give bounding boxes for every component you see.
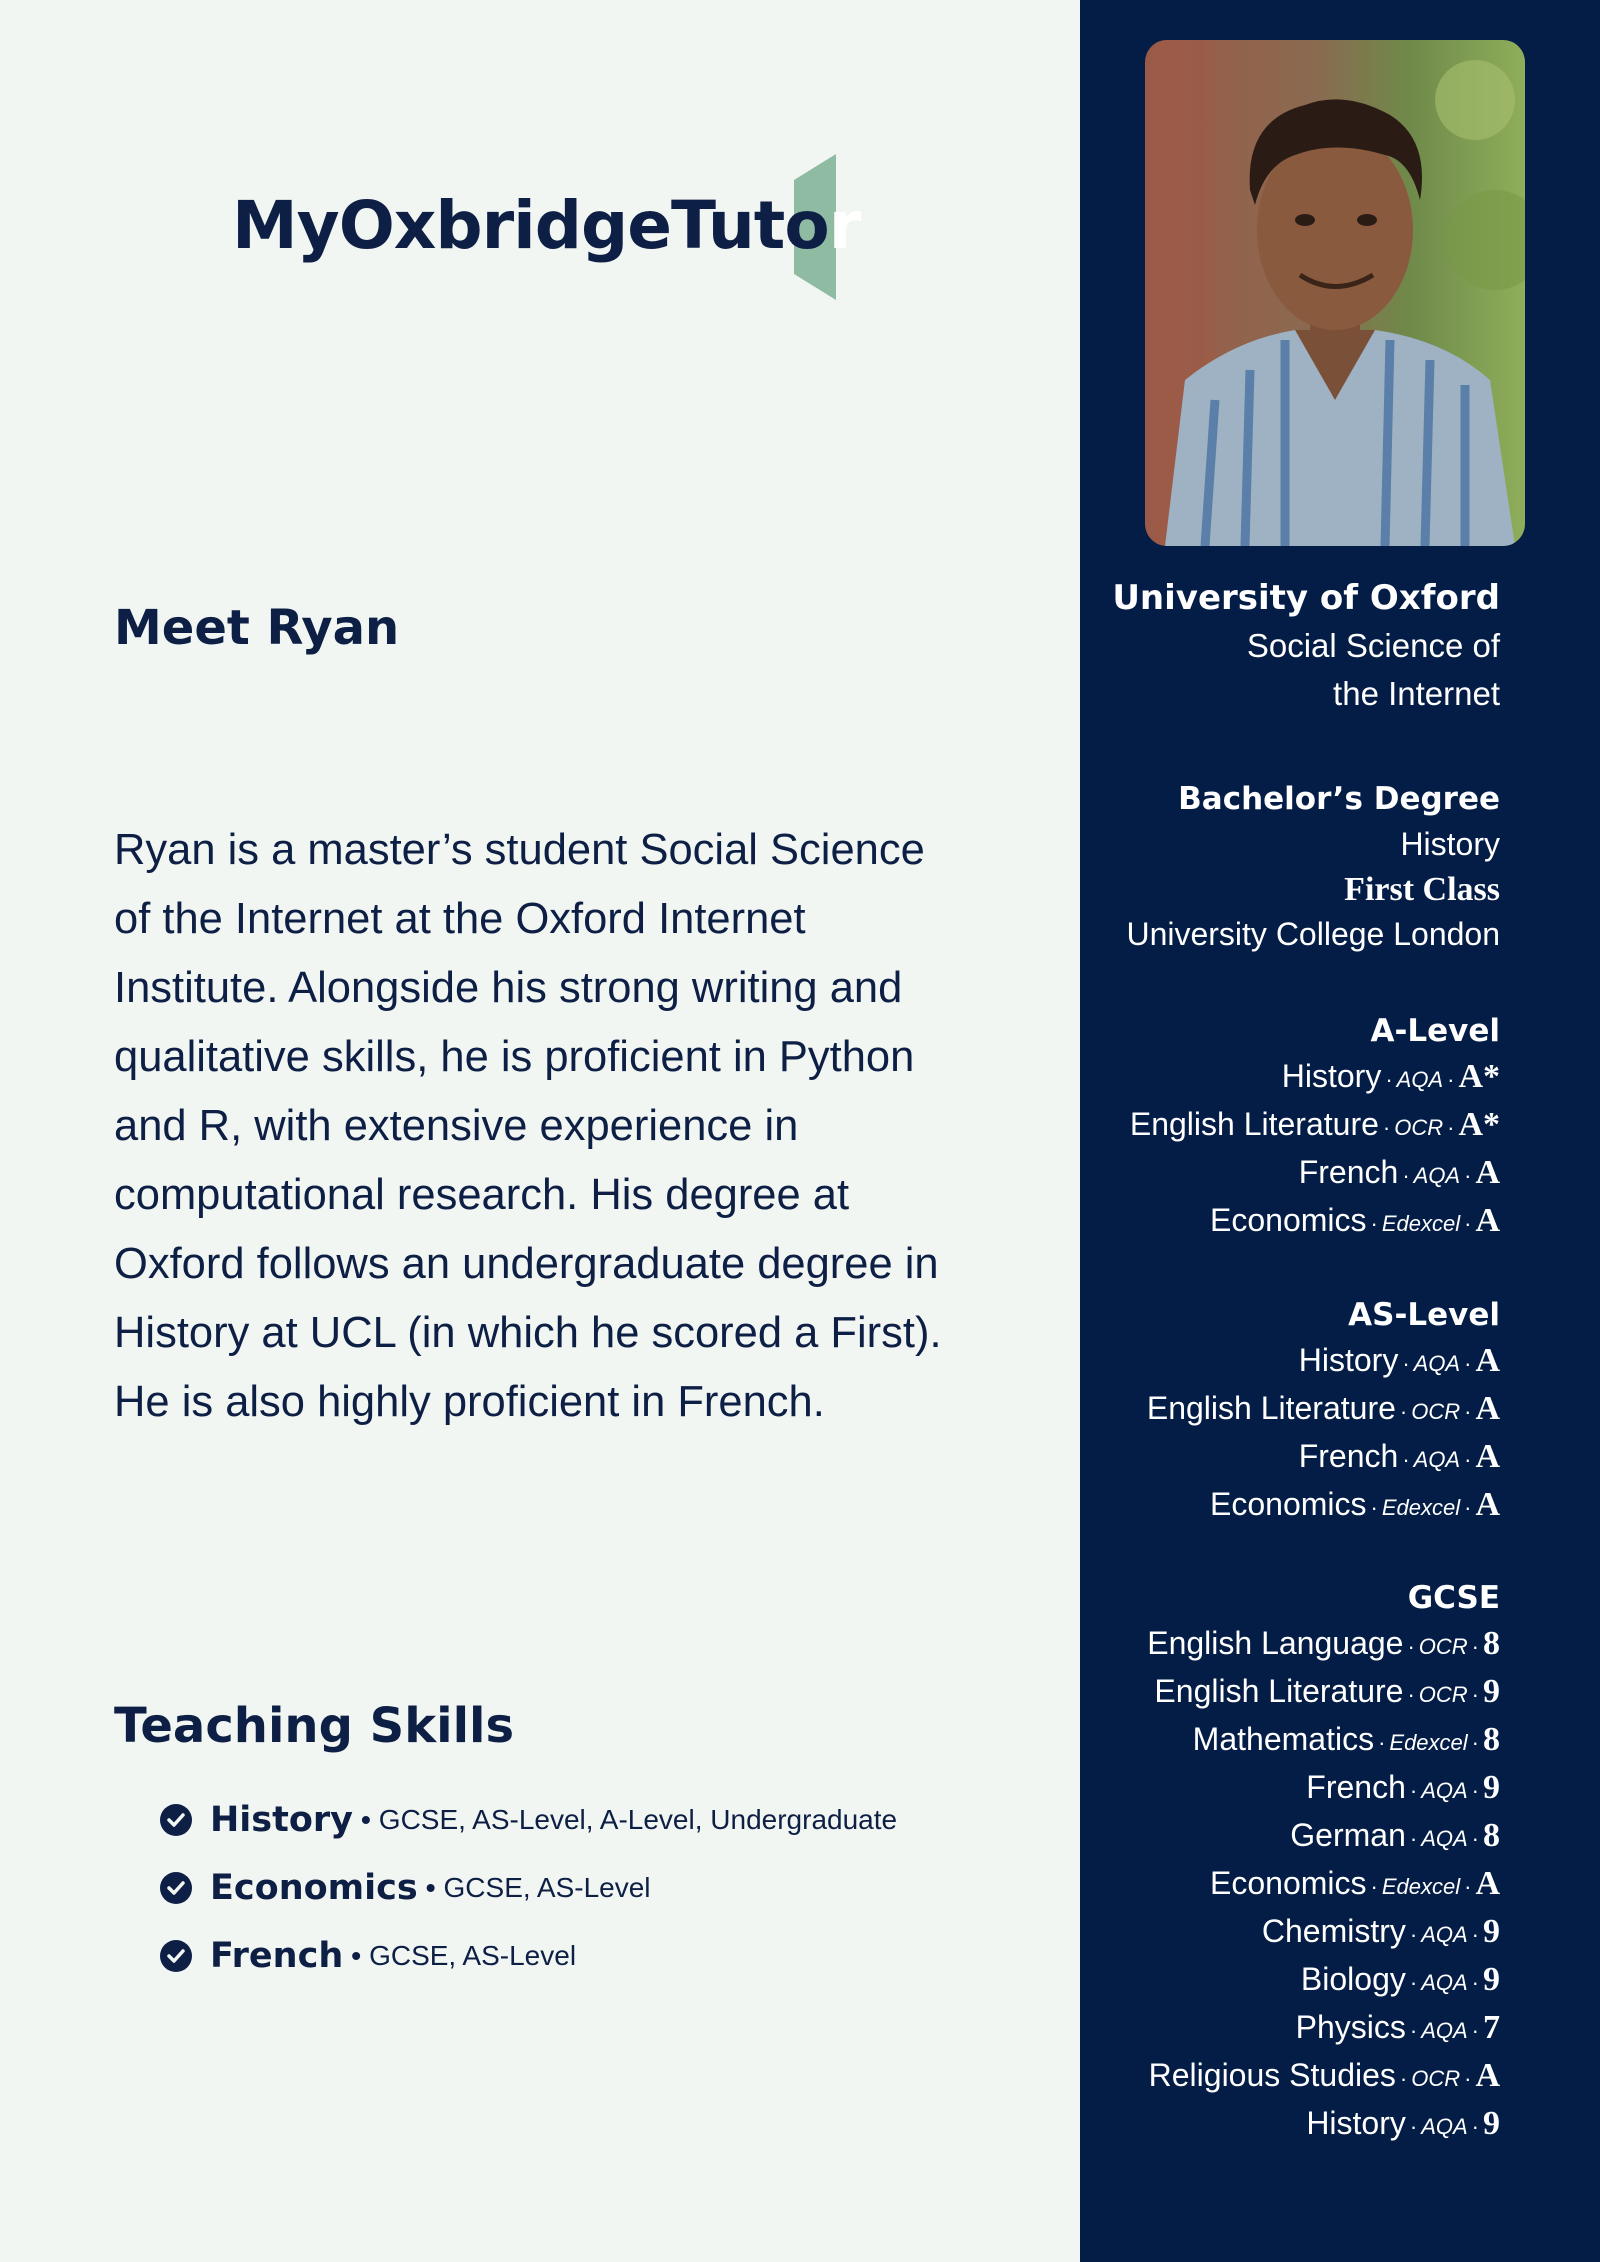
grade-row [1130, 1054, 1500, 1102]
separator: · [1409, 1970, 1418, 1995]
exam-board: Edexcel [1381, 1874, 1461, 1899]
alevel-heading: A-Level [1370, 1013, 1500, 1049]
grade-subject: Physics [1295, 2009, 1406, 2045]
grade-subject: History [1281, 1058, 1382, 1094]
separator: · [1471, 2018, 1479, 2043]
grade-subject: English Literature [1129, 1106, 1379, 1142]
separator: · [1447, 1067, 1455, 1092]
grade-subject: Chemistry [1261, 1913, 1406, 1949]
exam-board: AQA [1421, 2018, 1468, 2043]
grade-row [1147, 1669, 1500, 1717]
exam-board: OCR [1411, 1399, 1461, 1424]
grade-value: A [1475, 1202, 1500, 1239]
exam-board: AQA [1421, 1778, 1468, 1803]
grade-row [1147, 1957, 1500, 2005]
grade-subject: French [1298, 1438, 1399, 1474]
exam-board: OCR [1418, 1682, 1468, 1707]
exam-board: OCR [1418, 1634, 1468, 1659]
separator: · [1464, 1163, 1472, 1188]
grade-row [1147, 2005, 1500, 2053]
separator: · [1471, 1826, 1479, 1851]
separator: · [1370, 1211, 1378, 1236]
grade-value: 8 [1483, 1817, 1500, 1854]
separator: · [1471, 2114, 1479, 2139]
grade-subject: Biology [1300, 1961, 1406, 1997]
grade-value: 8 [1483, 1721, 1500, 1758]
separator: · [1399, 1399, 1408, 1424]
exam-board: AQA [1396, 1067, 1444, 1092]
separator: · [1464, 1447, 1472, 1472]
separator: · [1407, 1682, 1415, 1707]
exam-board: AQA [1421, 1970, 1468, 1995]
separator: · [1385, 1067, 1393, 1092]
grade-value: A* [1458, 1058, 1500, 1095]
grade-value: 7 [1483, 2009, 1500, 2046]
meet-heading: Meet Ryan [114, 600, 400, 656]
grade-value: A* [1458, 1106, 1500, 1143]
grade-subject: German [1290, 1817, 1406, 1853]
grade-row [1130, 1102, 1500, 1150]
separator: · [1471, 1682, 1479, 1707]
logo-text-main: MyOxbridgeTuto [232, 186, 829, 264]
grade-subject: Economics [1210, 1865, 1367, 1901]
check-circle-icon [160, 1940, 192, 1972]
separator: · [1409, 2018, 1418, 2043]
skill-subject: History [210, 1800, 353, 1840]
separator: · [1409, 1922, 1418, 1947]
grade-subject: History [1306, 2105, 1406, 2141]
exam-board: Edexcel [1381, 1211, 1461, 1236]
grade-row [1147, 1434, 1500, 1482]
skill-item-history [160, 1786, 897, 1854]
bachelors-heading: Bachelor’s Degree [1178, 781, 1500, 817]
grade-value: A [1475, 1438, 1500, 1475]
grade-subject: English Language [1147, 1625, 1404, 1661]
grade-subject: French [1306, 1769, 1406, 1805]
grade-row [1147, 2101, 1500, 2149]
grade-row [1147, 1813, 1500, 1861]
skill-subject: French [210, 1936, 344, 1976]
separator: · [1407, 1634, 1415, 1659]
grade-subject: Religious Studies [1148, 2057, 1396, 2093]
grade-subject: French [1298, 1154, 1399, 1190]
separator: · [1471, 1970, 1479, 1995]
separator: · [1464, 1495, 1472, 1520]
grade-value: 9 [1483, 1769, 1500, 1806]
university-block [1112, 574, 1500, 718]
grade-value: A [1475, 1342, 1500, 1379]
skill-bullet: • [425, 1872, 436, 1903]
separator: · [1464, 1874, 1472, 1899]
bio-paragraph: Ryan is a master’s student Social Science of the Internet at the Oxford Internet Institute. Alongside his strong writing and qualitative skills, he is proficient in Python and R, with extensive experience in computational research. His degree at Oxford follows an undergraduate degree in History at UCL (in which he scored a First). He is also highly proficient in French. [114, 826, 942, 1426]
separator: · [1447, 1115, 1455, 1140]
separator: · [1402, 1163, 1410, 1188]
grade-subject: History [1298, 1342, 1399, 1378]
separator: · [1464, 2066, 1472, 2091]
grade-value: 9 [1483, 1913, 1500, 1950]
logo-text-last-letter: r [828, 186, 861, 264]
bachelors-block [1126, 776, 1500, 957]
skill-levels: GCSE, AS-Level, A-Level, Undergraduate [378, 1804, 898, 1835]
exam-board: AQA [1421, 1922, 1468, 1947]
separator: · [1378, 1730, 1386, 1755]
course-line-2: the Internet [1333, 675, 1500, 712]
grade-subject: Economics [1210, 1486, 1367, 1522]
aslevel-heading: AS-Level [1348, 1297, 1500, 1333]
skill-item-economics [160, 1854, 897, 1922]
grade-row [1147, 1482, 1500, 1530]
grade-row [1147, 1621, 1500, 1669]
logo-text [232, 187, 860, 264]
grade-subject: English Literature [1146, 1390, 1396, 1426]
grade-value: A [1475, 1486, 1500, 1523]
skill-subject: Economics [210, 1868, 418, 1908]
grade-row [1147, 1861, 1500, 1909]
grade-value: A [1475, 1154, 1500, 1191]
separator: · [1399, 2066, 1408, 2091]
logo [232, 170, 860, 280]
grade-value: 8 [1483, 1625, 1500, 1662]
skill-levels: GCSE, AS-Level [443, 1872, 651, 1903]
separator: · [1471, 1922, 1479, 1947]
grade-row [1147, 1717, 1500, 1765]
grade-row [1147, 1909, 1500, 1957]
separator: · [1471, 1634, 1479, 1659]
separator: · [1370, 1495, 1378, 1520]
separator: · [1471, 1730, 1479, 1755]
grade-value: 9 [1483, 1961, 1500, 1998]
exam-board: Edexcel [1381, 1495, 1461, 1520]
skill-levels: GCSE, AS-Level [369, 1940, 577, 1971]
grade-value: 9 [1483, 1673, 1500, 1710]
check-circle-icon [160, 1872, 192, 1904]
grade-value: A [1475, 1390, 1500, 1427]
grade-row [1130, 1198, 1500, 1246]
separator: · [1464, 1351, 1472, 1376]
exam-board: OCR [1411, 2066, 1461, 2091]
grade-subject: Economics [1210, 1202, 1367, 1238]
skill-item-french [160, 1922, 897, 1990]
exam-board: OCR [1394, 1115, 1444, 1140]
alevel-block [1130, 1008, 1500, 1246]
exam-board: AQA [1421, 2114, 1468, 2139]
separator: · [1382, 1115, 1391, 1140]
teaching-skills-list [160, 1786, 897, 1990]
separator: · [1402, 1447, 1410, 1472]
grade-row [1147, 1386, 1500, 1434]
exam-board: AQA [1413, 1351, 1461, 1376]
exam-board: AQA [1413, 1163, 1461, 1188]
grade-value: A [1475, 1865, 1500, 1902]
aslevel-block [1147, 1292, 1500, 1530]
separator: · [1409, 2114, 1418, 2139]
tutor-photo [1145, 40, 1525, 546]
skill-bullet: • [351, 1940, 362, 1971]
grade-subject: Mathematics [1192, 1721, 1375, 1757]
exam-board: AQA [1413, 1447, 1461, 1472]
skill-bullet: • [360, 1804, 371, 1835]
grade-value: 9 [1483, 2105, 1500, 2142]
grade-value: A [1475, 2057, 1500, 2094]
exam-board: Edexcel [1389, 1730, 1468, 1755]
separator: · [1471, 1778, 1479, 1803]
bachelors-institution: University College London [1126, 916, 1500, 952]
gcse-heading: GCSE [1407, 1580, 1500, 1616]
bachelors-subject: History [1400, 826, 1500, 862]
grade-subject: English Literature [1154, 1673, 1404, 1709]
exam-board: AQA [1421, 1826, 1468, 1851]
check-circle-icon [160, 1804, 192, 1836]
teaching-skills-heading: Teaching Skills [114, 1698, 515, 1754]
grade-row [1130, 1150, 1500, 1198]
separator: · [1464, 1399, 1472, 1424]
university-name: University of Oxford [1112, 578, 1500, 618]
grade-row [1147, 2053, 1500, 2101]
grade-row [1147, 1765, 1500, 1813]
separator: · [1409, 1778, 1418, 1803]
separator: · [1409, 1826, 1418, 1851]
separator: · [1370, 1874, 1378, 1899]
grade-row [1147, 1338, 1500, 1386]
gcse-block [1147, 1575, 1500, 2149]
bachelors-classification: First Class [1344, 871, 1500, 908]
separator: · [1464, 1211, 1472, 1236]
separator: · [1402, 1351, 1410, 1376]
course-line-1: Social Science of [1246, 627, 1500, 664]
